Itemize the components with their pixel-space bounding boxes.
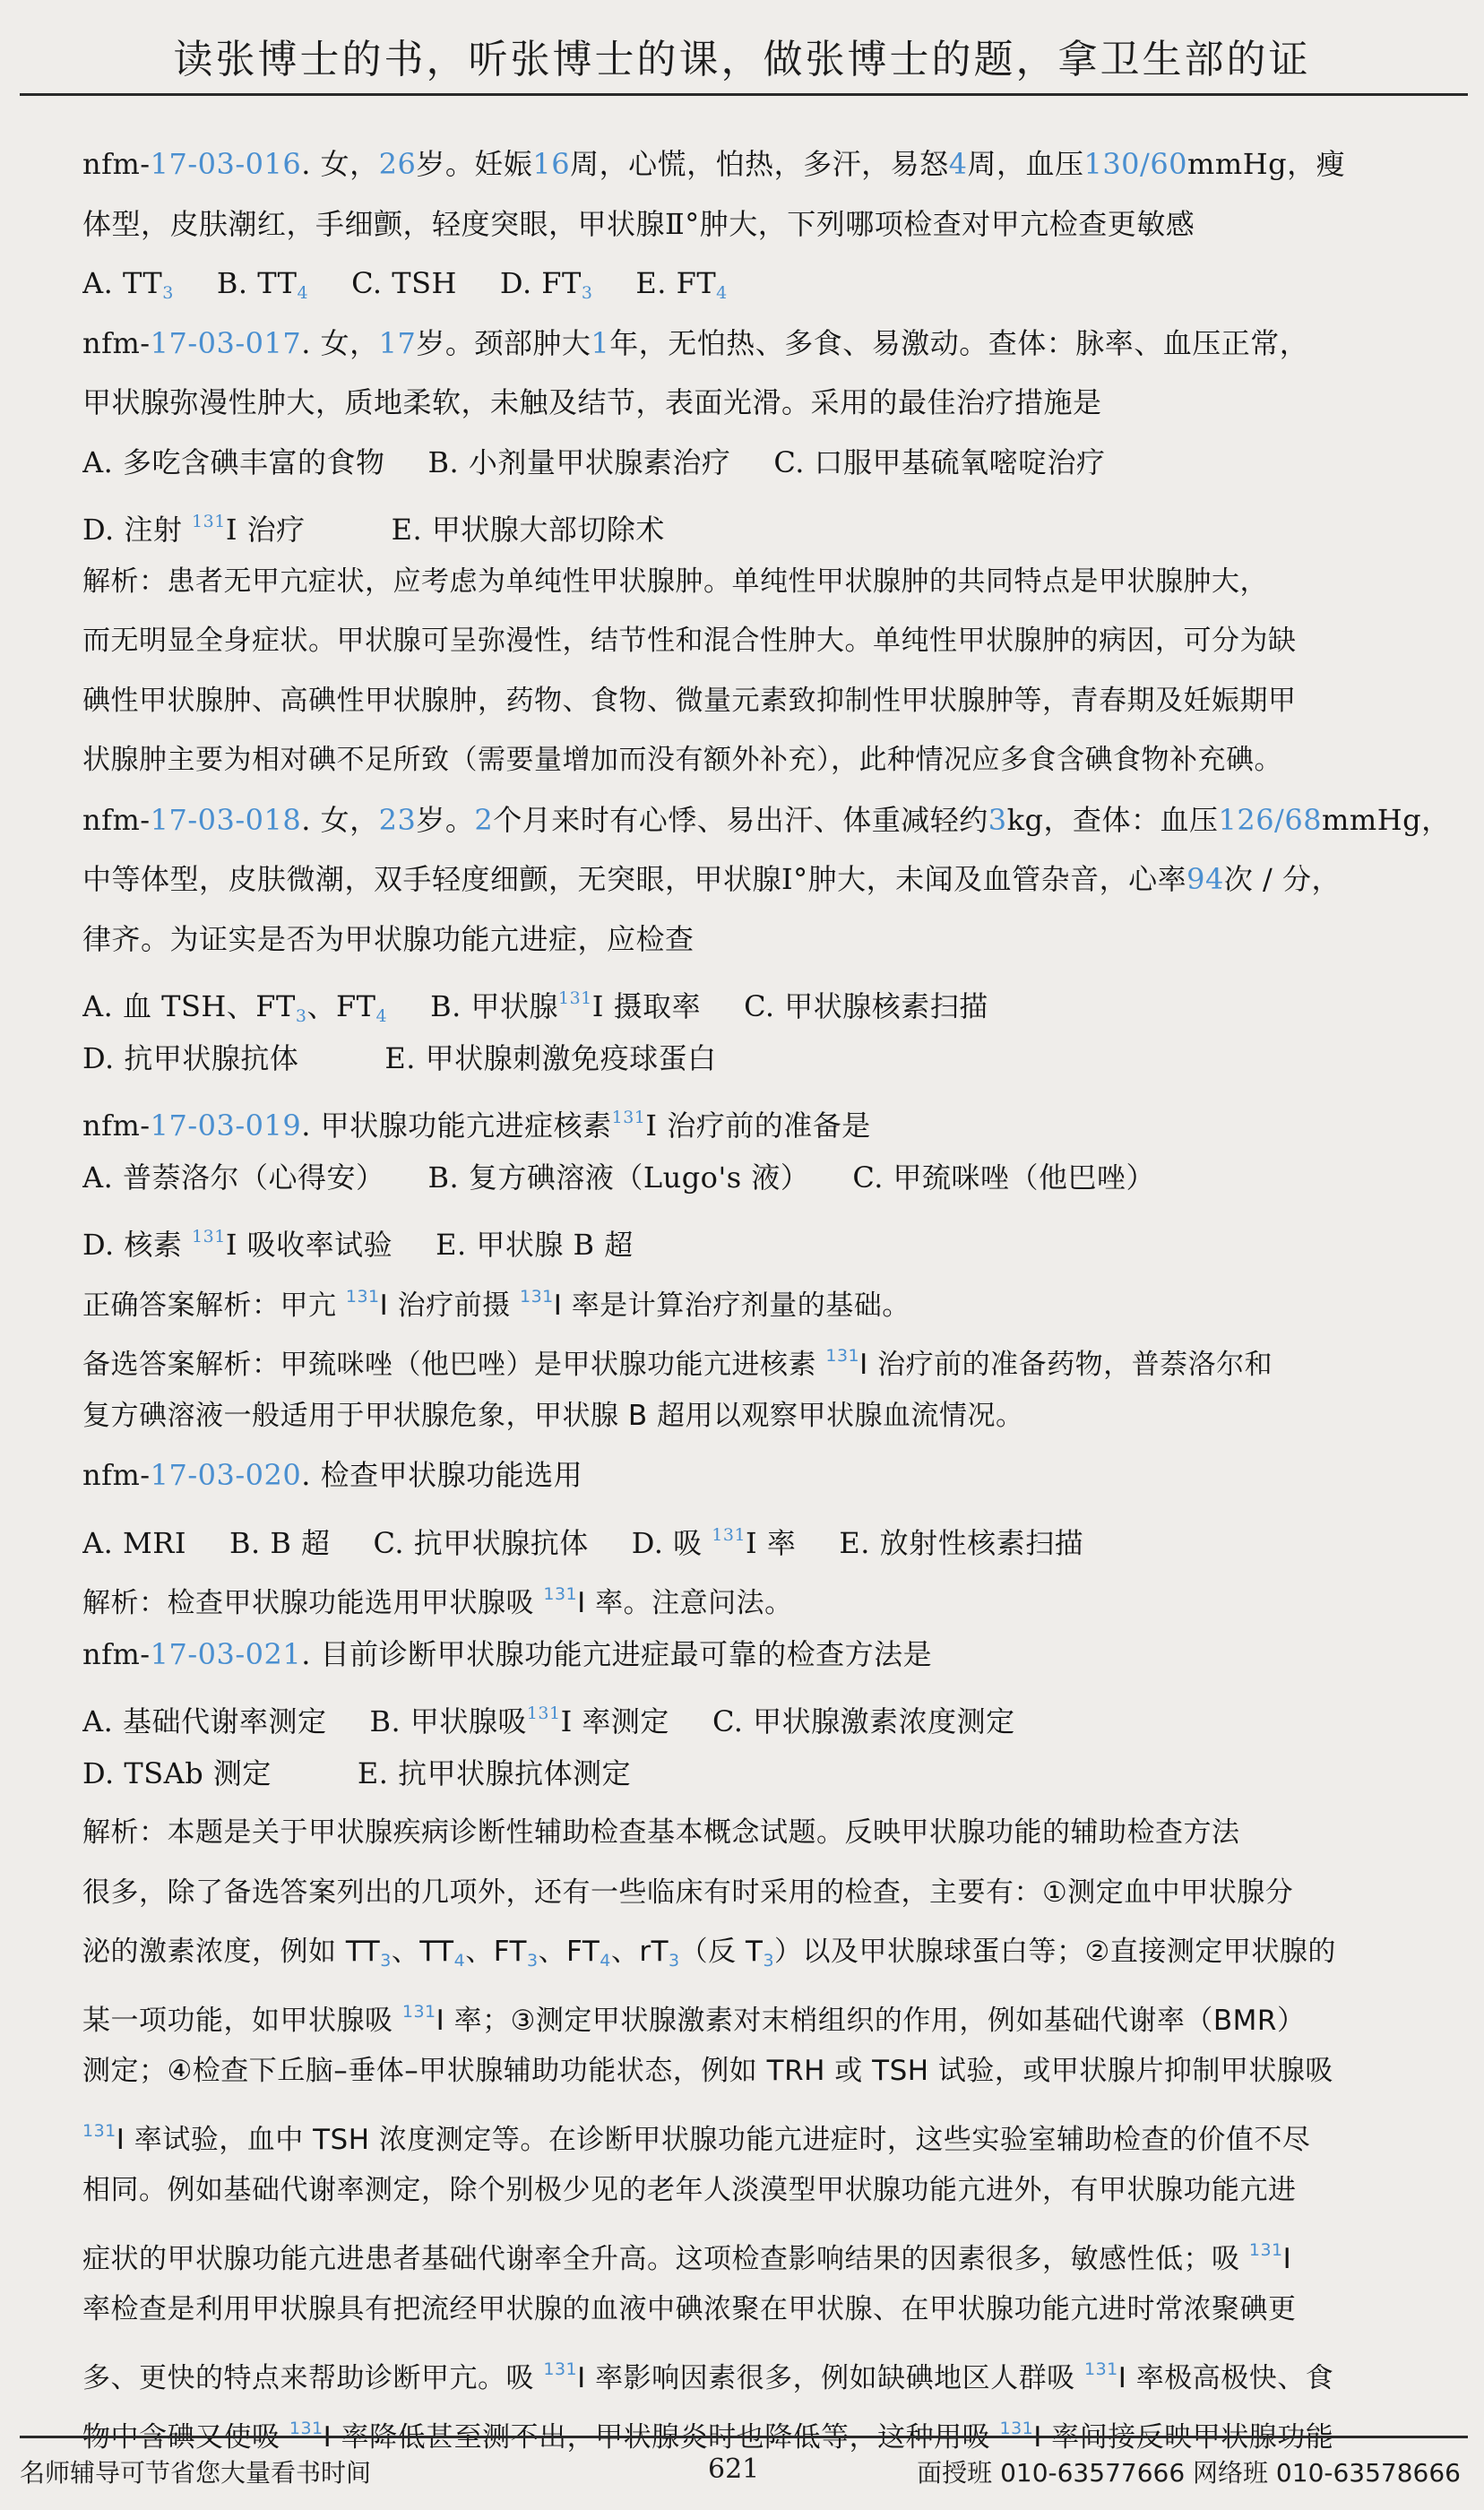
q21-stem: nfm-17-03-021. 目前诊断甲状腺功能亢进症最可靠的检查方法是 [82, 1636, 933, 1671]
q17-options-row2 [82, 492, 1462, 552]
q21-explanation-line9: 率检查是利用甲状腺具有把流经甲状腺的血液中碘浓聚在甲状腺、在甲状腺功能亢进时常浓聚碘更 [82, 2293, 1297, 2325]
question-id: nfm-17-03-020 [82, 1458, 302, 1492]
option-c: C. 口服甲基硫氧嘧啶治疗 [773, 444, 1106, 479]
option-e: E. 甲状腺刺激免疫球蛋白 [384, 1040, 717, 1075]
q17-options-row1 [82, 433, 1462, 493]
q17-explanation-line4: 状腺肿主要为相对碘不足所致（需要量增加而没有额外补充），此种情况应多食含碘食物补充碘。 [82, 744, 1282, 776]
q19-stem: nfm-17-03-019. 甲状腺功能亢进症核素$^{131}$I 治疗前的准备是 [82, 1108, 871, 1143]
page-header [0, 0, 1484, 100]
q21-explanation-line11: 物中含碘又使吸 $^{131}$I 率降低甚至测不出，甲状腺炎时也降低等，这种用吸 $^{131}$I 率间接反映甲状腺功能 [82, 2419, 1334, 2454]
q20-options [82, 1505, 1462, 1566]
footer-contact: 面授班 010-63577666 网络班 010-63578666 [917, 2458, 1461, 2488]
q16-stem-line1: nfm-17-03-016. 女，26岁。妊娠16周，心慌，怕热，多汗，易怒4周，血压130/60mmHg，瘦 [82, 147, 1346, 181]
q21-explanation-line6: $^{131}$I 率试验，血中 TSH 浓度测定等。在诊断甲状腺功能亢进症时，这些实验室辅助检查的价值不尽 [82, 2120, 1311, 2156]
q17-explanation-line1: 解析：患者无甲亢症状，应考虑为单纯性甲状腺肿。单纯性甲状腺肿的共同特点是甲状腺肿大， [82, 565, 1268, 598]
option-d: D. 注射 $^{131}$I 治疗 [82, 512, 306, 547]
option-b: B. 小剂量甲状腺素治疗 [427, 444, 731, 479]
option-d: D. $FT_3$ [499, 266, 593, 303]
option-d: D. 抗甲状腺抗体 [82, 1040, 299, 1075]
option-a: A. 血 TSH、$FT_3$、$FT_4$ [82, 989, 388, 1026]
q16-stem-line2: 体型，皮肤潮红，手细颤，轻度突眼，甲状腺Ⅱ°肿大，下列哪项检查对甲亢检查更敏感 [82, 206, 1195, 241]
option-a: A. $TT_3$ [82, 266, 174, 303]
option-b: B. B 超 [229, 1525, 331, 1560]
option-c: C. 甲巯咪唑（他巴唑） [852, 1160, 1156, 1195]
q21-explanation-line10: 多、更快的特点来帮助诊断甲亢。吸 $^{131}$I 率影响因素很多，例如缺碘地区人群吸 $^{131}$I 率极高极快、食 [82, 2359, 1334, 2394]
q21-explanation-line1: 解析：本题是关于甲状腺疾病诊断性辅助检查基本概念试题。反映甲状腺功能的辅助检查方法 [82, 1816, 1240, 1849]
q18-options-row2 [82, 1029, 1462, 1089]
q19-options-row1 [82, 1148, 1462, 1208]
option-e: E. $FT_4$ [635, 266, 728, 303]
option-d: D. 核素 $^{131}$I 吸收率试验 [82, 1227, 393, 1262]
option-e: E. 抗甲状腺抗体测定 [357, 1755, 632, 1790]
question-id: nfm-17-03-017 [82, 325, 302, 360]
footer-slogan: 名师辅导可节省您大量看书时间 [20, 2458, 372, 2488]
question-id: nfm-17-03-018 [82, 802, 302, 837]
option-c: C. 甲状腺激素浓度测定 [712, 1704, 1015, 1738]
header-title: 读张博士的书，听张博士的课，做张博士的题，拿卫生部的证 [173, 37, 1311, 82]
option-d: D. TSAb 测定 [82, 1755, 272, 1790]
option-c: C. 抗甲状腺抗体 [373, 1525, 589, 1560]
q21-explanation-line2: 很多，除了备选答案列出的几项外，还有一些临床有时采用的检查，主要有：①测定血中甲状腺分 [82, 1876, 1294, 1909]
option-b: B. 甲状腺$^{131}$I 摄取率 [430, 988, 702, 1023]
q17-explanation-line2: 而无明显全身症状。甲状腺可呈弥漫性，结节性和混合性肿大。单纯性甲状腺肿的病因，可分为缺 [82, 625, 1297, 657]
option-a: A. 普萘洛尔（心得安） [82, 1160, 385, 1195]
q20-stem: nfm-17-03-020. 检查甲状腺功能选用 [82, 1458, 583, 1492]
option-e: E. 甲状腺 B 超 [436, 1228, 634, 1262]
q16-options [82, 254, 1462, 314]
q18-stem-line1: nfm-17-03-018. 女，23岁。2个月来时有心悸、易出汗、体重减轻约3kg，查体：血压126/68mmHg， [82, 802, 1451, 837]
q21-explanation-line7: 相同。例如基础代谢率测定，除个别极少见的老年人淡漠型甲状腺功能亢进外，有甲状腺功能亢进 [82, 2174, 1297, 2206]
question-id: nfm-17-03-019 [82, 1108, 302, 1143]
q21-explanation-line4: 某一项功能，如甲状腺吸 $^{131}$I 率；③测定甲状腺激素对末梢组织的作用，例如基础代谢率（BMR） [82, 2001, 1306, 2037]
option-b: B. 甲状腺吸$^{131}$I 率测定 [369, 1704, 669, 1738]
option-a: A. 多吃含碘丰富的食物 [82, 444, 385, 479]
page-footer [0, 2436, 1484, 2510]
header-rule [20, 93, 1468, 96]
question-id: nfm-17-03-021 [82, 1636, 302, 1671]
option-b: B. $TT_4$ [216, 266, 309, 303]
option-d: D. 吸 $^{131}$I 率 [631, 1524, 797, 1560]
q17-stem-line1: nfm-17-03-017. 女，17岁。颈部肿大1年，无怕热、多食、易激动。查体：脉率、血压正常， [82, 325, 1309, 360]
option-b: B. 复方碘溶液（Lugo's 液） [427, 1160, 810, 1195]
option-e: E. 放射性核素扫描 [839, 1525, 1084, 1560]
page-content [82, 134, 1462, 2459]
q21-options-row1 [82, 1684, 1462, 1744]
q17-explanation-line3: 碘性甲状腺肿、高碘性甲状腺肿，药物、食物、微量元素致抑制性甲状腺肿等，青春期及妊娠期甲 [82, 684, 1297, 717]
q19-options-row2 [82, 1207, 1462, 1267]
q18-stem-line3: 律齐。为证实是否为甲状腺功能亢进症，应检查 [82, 921, 695, 956]
q21-options-row2 [82, 1744, 1462, 1804]
q19-alternative-explanation-line2: 复方碘溶液一般适用于甲状腺危象，甲状腺 B 超用以观察甲状腺血流情况。 [82, 1399, 1024, 1432]
option-c: C. 甲状腺核素扫描 [744, 989, 988, 1023]
q21-explanation-line3: 泌的激素浓度，例如 $TT_3$、$TT_4$、$FT_3$、$FT_4$、$rT_3$（反 $T_3$）以及甲状腺球蛋白等；②直接测定甲状腺的 [82, 1936, 1336, 1971]
q18-options-row1 [82, 969, 1462, 1029]
option-a: A. MRI [82, 1525, 186, 1560]
q20-explanation: 解析：检查甲状腺功能选用甲状腺吸 $^{131}$I 率。注意问法。 [82, 1584, 793, 1619]
q18-stem-line2: 中等体型，皮肤微潮，双手轻度细颤，无突眼，甲状腺Ⅰ°肿大，未闻及血管杂音，心率94次 / 分， [82, 862, 1342, 896]
q19-alternative-explanation-line1: 备选答案解析：甲巯咪唑（他巴唑）是甲状腺功能亢进核素 $^{131}$I 治疗前的准备药物，普萘洛尔和 [82, 1346, 1273, 1381]
option-a: A. 基础代谢率测定 [82, 1704, 327, 1738]
option-c: C. TSH [351, 266, 457, 300]
option-e: E. 甲状腺大部切除术 [391, 513, 665, 547]
footer-rule [20, 2436, 1468, 2438]
page-number: 621 [708, 2454, 760, 2485]
q17-stem-line2: 甲状腺弥漫性肿大，质地柔软，未触及结节，表面光滑。采用的最佳治疗措施是 [82, 385, 1102, 419]
question-id: nfm-17-03-016 [82, 147, 302, 181]
q19-answer-explanation: 正确答案解析：甲亢 $^{131}$I 治疗前摄 $^{131}$I 率是计算治疗剂量的基础。 [82, 1286, 910, 1322]
q21-explanation-line8: 症状的甲状腺功能亢进患者基础代谢率全升高。这项检查影响结果的因素很多，敏感性低；吸 $^{131}$I [82, 2239, 1292, 2275]
q21-explanation-line5: 测定；④检查下丘脑–垂体–甲状腺辅助功能状态，例如 TRH 或 TSH 试验，或甲状腺片抑制甲状腺吸 [82, 2055, 1333, 2087]
